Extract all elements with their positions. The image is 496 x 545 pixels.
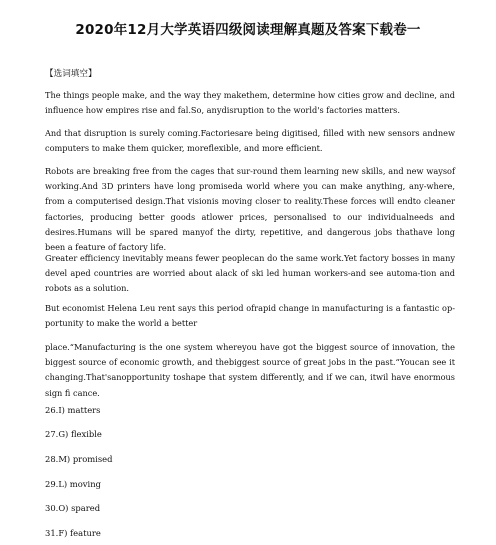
answer-item: 29.L) moving (45, 479, 101, 489)
paragraph-4: Greater efficiency inevitably means fewer peoplecan do the same work.Yet factory bosses in many devel aped countries are worried about alack of ski led human workers-and see automa-tion and robots as a solution. (45, 253, 455, 294)
answer-item: 26.I) matters (45, 405, 101, 415)
paragraph-6: place.“Manufacturing is the one system whereyou have got the biggest source of innovation, the biggest source of economic growth, and thebiggest source of great jobs in the past.“Youcan see it changing.That'sanopportunity toshape that system differently, and if we can, itwil have enormous sign fi cance. (45, 342, 455, 398)
paragraph-3: Robots are breaking free from the cages that sur-round them learning new skills, and new waysof working.And 3D printers have long promiseda world where you can make anything, any-where, from a computerised design.That visionis moving closer to reality.These forces will endto cleaner factories, producing better goods atlower prices, personalised to our individualneeds and desires.Humans will be spared manyof the dirty, repetitive, and dangerous jobs thathave long been a feature of factory life. (45, 166, 455, 253)
paragraph-2: And that disruption is surely coming.Factoriesare being digitised, filled with new sensors andnew computers to make them quicker, moreflexible, and more efficient. (45, 128, 455, 154)
document-title: 2020年12月大学英语四级阅读理解真题及答案下载卷一 (75, 22, 421, 38)
section-label: 【选词填空】 (45, 69, 97, 79)
paragraph-5: But economist Helena Leu rent says this period ofrapid change in manufacturing is a fantastic op-portunity to make the world a better (45, 303, 455, 329)
answer-item: 27.G) flexible (45, 429, 102, 439)
answer-item: 28.M) promised (45, 454, 113, 464)
paragraph-1: The things people make, and the way they makethem, determine how cities grow and decline, and influence how empires rise and fal.So, anydisruption to the world's factories matters. (45, 90, 455, 116)
answer-item: 31.F) feature (45, 528, 101, 538)
answer-item: 30.O) spared (45, 503, 101, 513)
